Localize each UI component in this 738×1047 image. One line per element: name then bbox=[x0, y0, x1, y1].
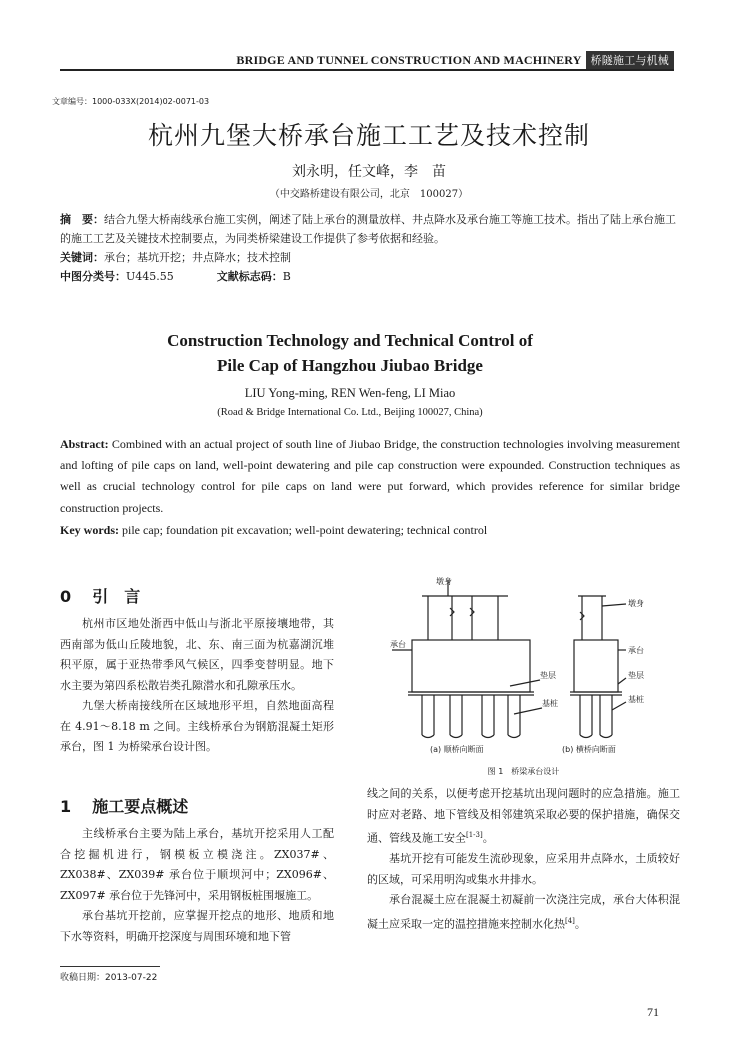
label-pile-b: 基桩 bbox=[628, 695, 644, 704]
english-authors: LIU Yong-ming, REN Wen-feng, LI Miao bbox=[244, 386, 456, 400]
doc-code-label: 文献标志码： bbox=[216, 270, 283, 283]
paragraph-text: 线之间的关系，以便考虑开挖基坑出现问题时的应急措施。施工时应对老路、地下管线及相邻建筑采取必要的保护措施，确保交通、管线及施工安全 bbox=[367, 787, 680, 845]
paragraph bbox=[367, 890, 680, 935]
english-abstract-text: Combined with an actual project of south line of Jiubao Bridge, the construction technologies involving measurement and lofting of pile caps on land, well-point dewatering and pile cap construction were expounded. Construction techniques as well as crucial technology control for pile caps on land were put forward, which provides reference for similar bridge construction projects. bbox=[60, 437, 680, 515]
pile-cap-diagram bbox=[390, 574, 680, 784]
english-title-line2: Pile Cap of Hangzhou Jiubao Bridge bbox=[217, 356, 483, 375]
leader-cushion-b bbox=[618, 678, 626, 684]
section-1-number: 1 bbox=[60, 797, 72, 816]
chinese-keywords bbox=[60, 248, 680, 267]
clc-value: U445.55 bbox=[126, 270, 174, 283]
english-keywords-label: Key words: bbox=[60, 522, 119, 537]
doc-code-value: B bbox=[282, 270, 291, 283]
subcaption-a: (a) 顺桥向断面 bbox=[430, 745, 484, 754]
pile-cap-b bbox=[574, 640, 618, 692]
paragraph: 九堡大桥南接线所在区域地形平坦，自然地面高程在 4.91～8.18 m 之间。主线桥承台为钢筋混凝土矩形承台，图 1 为桥梁承台设计图。 bbox=[60, 699, 334, 753]
english-title bbox=[0, 328, 700, 378]
leader-pile-b bbox=[612, 702, 626, 710]
paragraph-text: 承台混凝土应在混凝土初凝前一次浇注完成，承台大体积混凝土应采取一定的温控措施来控制水化热 bbox=[367, 893, 680, 931]
page-number: 71 bbox=[647, 1005, 659, 1019]
keywords-label: 关键词： bbox=[60, 251, 104, 264]
pile-cap-a bbox=[412, 640, 530, 692]
subcaption-b: (b) 横桥向断面 bbox=[562, 745, 616, 754]
label-pile-a: 基桩 bbox=[542, 699, 558, 708]
english-abstract-label: Abstract: bbox=[60, 437, 109, 451]
paragraph bbox=[367, 784, 680, 849]
figure-caption: 图 1 桥梁承台设计 bbox=[487, 767, 560, 776]
article-number: 文章编号：1000-033X(2014)02-0071-03 bbox=[52, 97, 210, 106]
header-rule bbox=[60, 69, 674, 71]
abstract-label: 摘 要： bbox=[60, 213, 104, 226]
paragraph: 承台基坑开挖前，应掌握开挖点的地形、地质和地下水等资料，明确开挖深度与周围环境和地下管 bbox=[60, 909, 334, 943]
journal-masthead bbox=[236, 51, 674, 69]
right-column-body bbox=[367, 784, 680, 935]
paragraph-end: 。 bbox=[574, 917, 586, 931]
chinese-affiliation: （中交路桥建设有限公司，北京 100027） bbox=[269, 189, 469, 200]
pile-b bbox=[580, 695, 592, 735]
pile-a bbox=[450, 695, 462, 735]
label-cap-b: 承台 bbox=[628, 646, 644, 655]
journal-name: BRIDGE AND TUNNEL CONSTRUCTION AND MACHINERY bbox=[236, 52, 582, 67]
section-0-heading bbox=[60, 584, 334, 607]
section-1-heading bbox=[60, 794, 334, 817]
section-1-body bbox=[60, 824, 334, 947]
paragraph-end: 。 bbox=[482, 831, 494, 845]
chinese-abstract-block bbox=[60, 210, 680, 286]
clc-label: 中图分类号： bbox=[60, 270, 126, 283]
english-keywords bbox=[60, 520, 680, 541]
leader-cushion-a bbox=[510, 680, 540, 686]
section-0-number: 0 bbox=[60, 587, 72, 606]
chinese-authors: 刘永明，任文峰，李 苗 bbox=[292, 164, 446, 180]
citation-ref: [1-3] bbox=[466, 831, 483, 839]
pile-a bbox=[508, 695, 520, 735]
label-cushion-b: 垫层 bbox=[628, 671, 644, 680]
section-1-title: 施工要点概述 bbox=[92, 797, 189, 816]
pile-a bbox=[422, 695, 434, 735]
footnote-rule bbox=[60, 966, 160, 967]
pile-ends-b bbox=[580, 735, 612, 738]
paragraph: 杭州市区地处浙西中低山与浙北平原接壤地带，其西南部为低山丘陵地貌，北、东、南三面为杭嘉湖沉堆积平原，属于亚热带季风气候区，四季变替明显。地下水主要为第四系松散岩类孔隙潜水和孔隙承压水。 bbox=[60, 617, 334, 692]
label-cushion-a: 垫层 bbox=[540, 671, 556, 680]
chinese-abstract bbox=[60, 210, 680, 248]
pile-ends-a bbox=[422, 735, 520, 738]
keywords-text: 承台；基坑开挖；井点降水；技术控制 bbox=[104, 251, 291, 264]
leader-pier-b bbox=[602, 604, 626, 606]
paragraph: 基坑开挖有可能发生流砂现象，应采用井点降水，土质较好的区域，可采用明沟或集水井排水。 bbox=[367, 852, 680, 886]
pile-b bbox=[600, 695, 612, 735]
english-abstract bbox=[60, 434, 680, 519]
chinese-title: 杭州九堡大桥承台施工工艺及技术控制 bbox=[147, 121, 590, 150]
english-abstract-block bbox=[60, 434, 680, 541]
pile-a bbox=[482, 695, 494, 735]
abstract-text: 结合九堡大桥南线承台施工实例，阐述了陆上承台的测量放样、井点降水及承台施工等施工技术。指出了陆上承台施工的施工工艺及关键技术控制要点，为同类桥梁建设工作提供了参考依据和经验。 bbox=[60, 213, 676, 245]
english-keywords-text: pile cap; foundation pit excavation; well-point dewatering; technical control bbox=[119, 522, 488, 537]
label-pier-b: 墩身 bbox=[628, 599, 644, 608]
leader-pile-a bbox=[514, 708, 542, 714]
label-cap-a: 承台 bbox=[390, 640, 406, 649]
received-date: 收稿日期：2013-07-22 bbox=[60, 973, 158, 983]
classification-line bbox=[60, 267, 680, 286]
section-0-title: 引 言 bbox=[92, 587, 141, 606]
label-pier-a: 墩身 bbox=[436, 577, 452, 586]
figure-1 bbox=[390, 574, 680, 784]
english-affiliation: (Road & Bridge International Co. Ltd., Beijing 100027, China) bbox=[217, 407, 483, 418]
english-title-line1: Construction Technology and Technical Control of bbox=[167, 331, 533, 350]
section-tag: 桥隧施工与机械 bbox=[586, 51, 674, 69]
section-0-body bbox=[60, 614, 334, 758]
paragraph: 主线桥承台主要为陆上承台，基坑开挖采用人工配合挖掘机进行，钢模板立模浇注。ZX037#、ZX038#、ZX039# 承台位于顺坝河中；ZX096#、ZX097# 承台位于先锋河中，采用钢板桩围堰施工。 bbox=[60, 827, 334, 902]
citation-ref: [4] bbox=[565, 916, 575, 925]
